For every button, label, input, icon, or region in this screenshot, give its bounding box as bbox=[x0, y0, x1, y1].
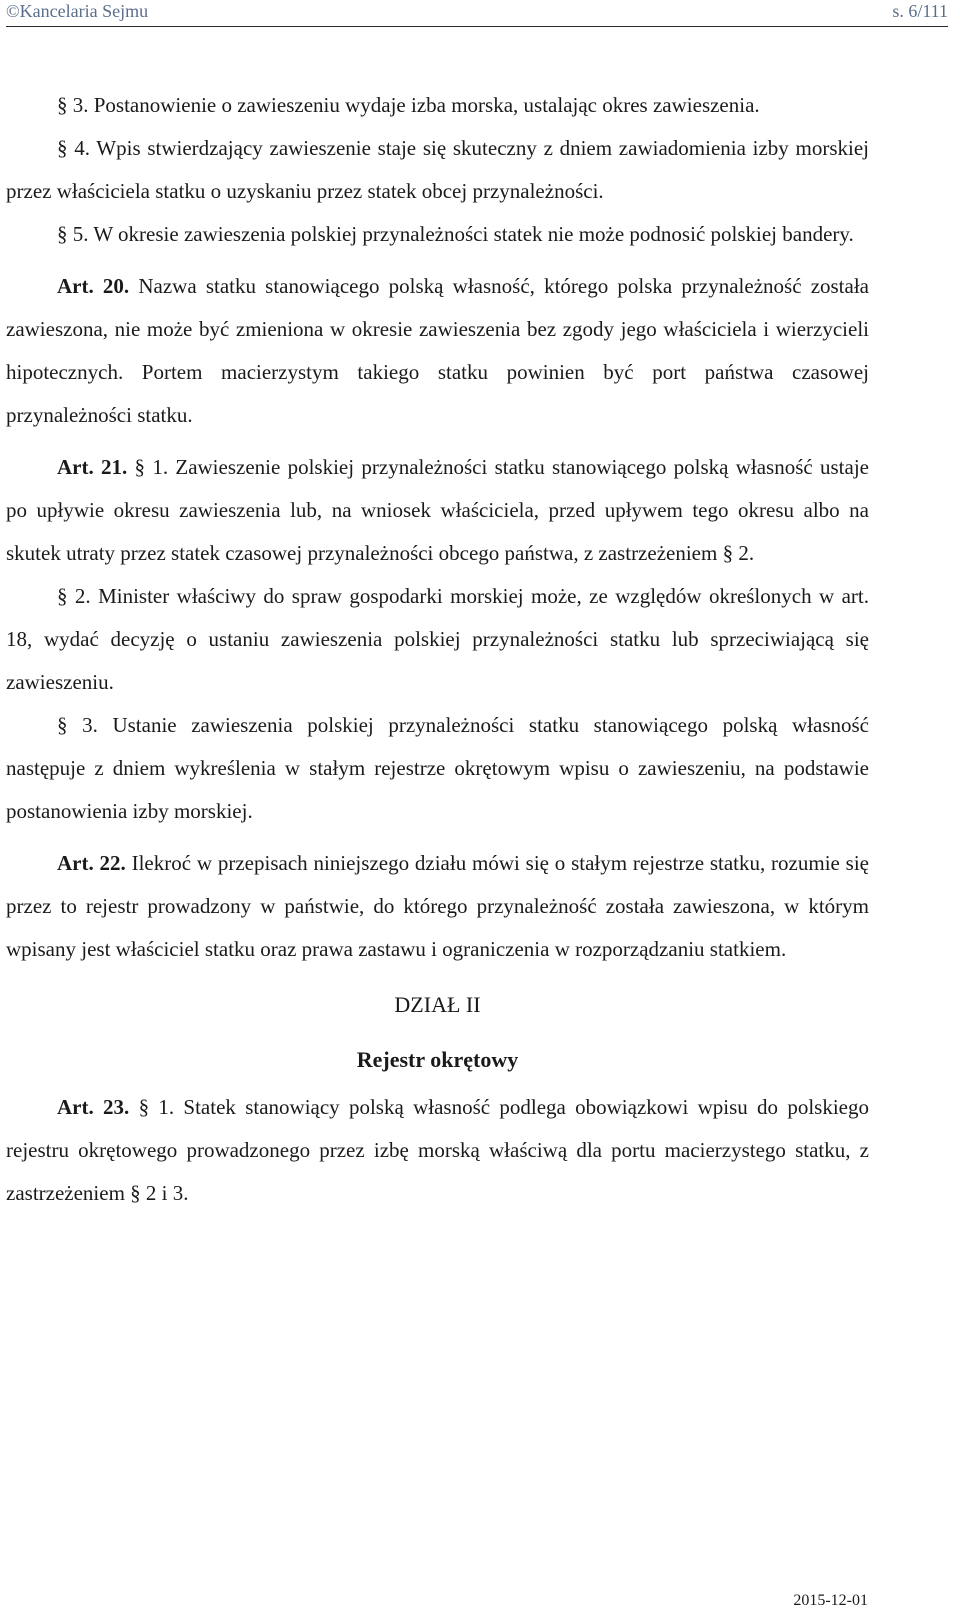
paragraph-21-3: § 3. Ustanie zawieszenia polskiej przynależności statku stanowiącego polską własność następuje z dniem wykreślenia w stałym rejestrze okrętowym wpisu o zawieszeniu, na podstawie postanowienia izby morskiej. bbox=[6, 713, 869, 823]
section-subtitle: Rejestr okrętowy bbox=[356, 1047, 519, 1072]
paragraph-20-5: § 5. W okresie zawieszenia polskiej przynależności statek nie może podnosić polskiej bandery. bbox=[57, 222, 854, 246]
article-20-text: Nazwa statku stanowiącego polską własność, którego polska przynależność została zawieszona, nie może być zmieniona w okresie zawieszenia bez zgody jego właściciela i wierzycieli hipotecznych. Portem macierzystym takiego statku powinien być port państwa czasowej przynależności statku. bbox=[6, 274, 869, 427]
article-20-label: Art. 20. bbox=[57, 274, 130, 298]
article-23-label: Art. 23. bbox=[57, 1095, 130, 1119]
header-page-number: s. 6/111 bbox=[892, 1, 948, 21]
page-footer-date: 2015-12-01 bbox=[793, 1592, 868, 1609]
paragraph-21-2: § 2. Minister właściwy do spraw gospodarki morskiej może, ze względów określonych w art. 18, wydać decyzję o ustaniu zawieszenia polskiej przynależności statku lub sprzeciwiającą się zawieszeniu. bbox=[6, 584, 869, 694]
article-22-label: Art. 22. bbox=[57, 851, 126, 875]
article-20 bbox=[6, 265, 869, 437]
header-copyright: ©Kancelaria Sejmu bbox=[6, 1, 149, 21]
paragraph-20-3: § 3. Postanowienie o zawieszeniu wydaje izba morska, ustalając okres zawieszenia. bbox=[57, 93, 760, 117]
article-21-label: Art. 21. bbox=[57, 455, 128, 479]
section-title: DZIAŁ II bbox=[394, 992, 481, 1017]
page-header bbox=[6, 0, 948, 27]
document-body bbox=[6, 84, 869, 1215]
article-23-text: § 1. Statek stanowiący polską własność podlega obowiązkowi wpisu do polskiego rejestru okrętowego prowadzonego przez izbę morską właściwą dla portu macierzystego statku, z zastrzeżeniem § 2 i 3. bbox=[6, 1095, 869, 1205]
article-22 bbox=[6, 842, 869, 971]
article-22-text: Ilekroć w przepisach niniejszego działu mówi się o stałym rejestrze statku, rozumie się przez to rejestr prowadzony w państwie, do którego przynależność została zawieszona, w którym wpisany jest właściciel statku oraz prawa zastawu i ograniczenia w rozporządzaniu statkiem. bbox=[6, 851, 869, 961]
article-21-text: § 1. Zawieszenie polskiej przynależności statku stanowiącego polską własność ustaje po upływie okresu zawieszenia lub, na wniosek właściciela, przed upływem tego okresu albo na skutek utraty przez statek czasowej przynależności obcego państwa, z zastrzeżeniem § 2. bbox=[6, 455, 869, 565]
article-23 bbox=[6, 1086, 869, 1215]
paragraph-20-4: § 4. Wpis stwierdzający zawieszenie staje się skuteczny z dniem zawiadomienia izby morskiej przez właściciela statku o uzyskaniu przez statek obcej przynależności. bbox=[6, 136, 869, 203]
article-21 bbox=[6, 446, 869, 575]
